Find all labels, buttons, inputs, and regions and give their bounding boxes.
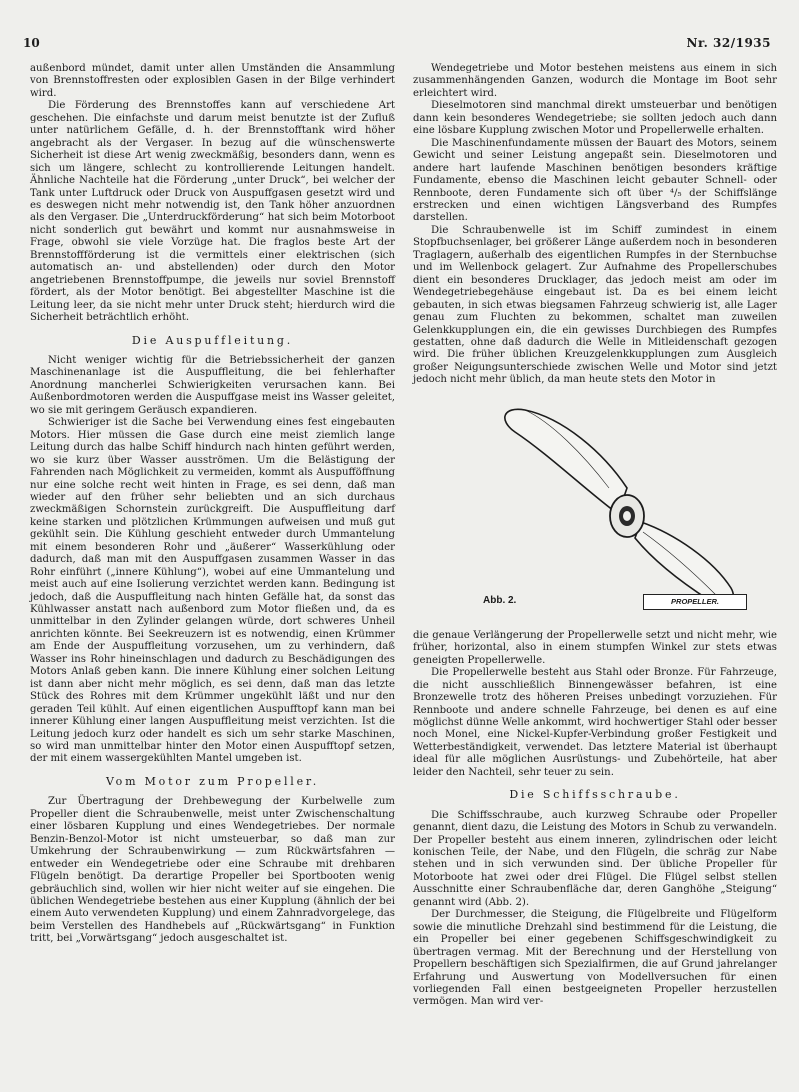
paragraph: Nicht weniger wichtig für die Betriebssicherheit der ganzen Maschinenanlage ist die Auspuffleitung, die bei fehlerhafter Anordnung mancherlei Schwierigkeiten verursachen kann. Bei Außenbordmotoren werden die Auspuffgase meist ins Wasser geleitet, wo sie mit geringem Geräusch expandieren.	[30, 354, 395, 416]
left-column	[30, 63, 395, 946]
paragraph: Die Förderung des Brennstoffes kann auf verschiedene Art geschehen. Die einfachste und darum meist benutzte ist der Zufluß unter natürlichem Gefälle, d. h. der Brennstofftank wird höher angebracht als der Vergaser. In bezug auf die wünschenswerte Sicherheit ist diese Art wenig zweckmäßig, besonders dann, wenn es sich um längere, schlecht zu kontrollierende Leitungen handelt. Ähnliche Nachteile hat die Förderung „unter Druck“, bei welcher der Tank unter Luftdruck oder Druck von Auspuffgasen gesetzt wird und es deswegen nicht mehr notwendig ist, den Tank höher anzuordnen als den Vergaser. Die „Unterdruckförderung“ hat sich beim Motorboot nicht sonderlich gut bewährt und kommt nur ausnahmsweise in Frage, obwohl sie viele Vorzüge hat. Die fraglos beste Art der Brennstoffförderung ist die vermittels einer elektrischen (sich automatisch an- und abstellenden) oder durch den Motor angetriebenen Brennstoffpumpe, die jeweils nur soviel Brennstoff fördert, als der Motor benötigt. Bei abgestellter Maschine ist die Leitung leer, da sie nicht mehr unter Druck steht; hierdurch wird die Sicherheit beträchtlich erhöht.	[30, 100, 395, 324]
issue-number: Nr. 32/1935	[686, 36, 771, 50]
page-number: 10	[23, 36, 40, 50]
paragraph: Die Maschinenfundamente müssen der Bauart des Motors, seinem Gewicht und seiner Leistung angepaßt sein. Dieselmotoren und andere hart laufende Maschinen benötigen besonders kräftige Fundamente, ebenso die Maschinen leicht gebauter Schnell- oder Rennboote, deren Fundamente sich oft über ⁴/₅ der Schiffslänge erstrecken und einen wichtigen Längsverband des Rumpfes darstellen.	[413, 137, 777, 224]
propeller-figure	[413, 392, 777, 622]
figure-caption: Abb. 2.	[483, 595, 517, 607]
paragraph: Der Durchmesser, die Steigung, die Flügelbreite und Flügelform sowie die minutliche Drehzahl sind bestimmend für die Leistung, die ein Propeller bei einer gegebenen Schiffsgeschwindigkeit zu übertragen vermag. Mit der Berechnung und der Herstellung von Propellern beschäftigen sich Spezialfirmen, die auf Grund jahrelanger Erfahrung und Auswertung von Modellversuchen für einen vorliegenden Fall einen bestgeeigneten Propeller herzustellen vermögen. Man wird ver-	[413, 909, 777, 1008]
paragraph: Die Schraubenwelle ist im Schiff zumindest in einem Stopfbuchsenlager, bei größerer Länge außerdem noch in besonderen Traglagern, außerhalb des eigentlichen Rumpfes in der Sternbuchse und im Wellenbock gelagert. Zur Aufnahme des Propellerschubes dient ein besonderes Drucklager, das jedoch meist am oder im Wendegetriebegehäuse eingebaut ist. Da es bei einem leicht gebauten, in sich etwas biegsamen Fahrzeug schwierig ist, alle Lager genau zum Fluchten zu bekommen, schaltet man zuweilen Gelenkkupplungen ein, die ein gewisses Durchbiegen des Rumpfes gestatten, ohne daß dadurch die Welle in Mitleidenschaft gezogen wird. Die früher üblichen Kreuzgelenkkupplungen zum Ausgleich großer Neigungsunterschiede zwischen Welle und Motor sind jetzt jedoch nicht mehr üblich, da man heute stets den Motor in	[413, 224, 777, 386]
paragraph: Die Schiffsschraube, auch kurzweg Schraube oder Propeller genannt, dient dazu, die Leistung des Motors in Schub zu verwandeln. Der Propeller besteht aus einem inneren, zylindrischen oder leicht konischen Teile, der Nabe, und den Flügeln, die schräg zur Nabe stehen und in sich verwunden sind. Der übliche Propeller für Motorboote hat zwei oder drei Flügel. Die Flügel selbst stellen Ausschnitte einer Schraubenfläche dar, deren Ganghöhe „Steigung“ genannt wird (Abb. 2).	[413, 809, 777, 908]
paragraph: außenbord mündet, damit unter allen Umständen die Ansammlung von Brennstoffresten oder explosiblen Gasen in der Bilge verhindert wird.	[30, 63, 395, 99]
paragraph: Schwieriger ist die Sache bei Verwendung eines fest eingebauten Motors. Hier müssen die Gase durch eine meist ziemlich lange Leitung durch das halbe Schiff hindurch nach hinten geführt werden, wo sie kurz über Wasser ausströmen. Um die Belästigung der Fahrenden nach Möglichkeit zu vermeiden, kommt als Auspufföffnung nur eine solche recht weit hinten in Frage, es sei denn, daß man wieder auf den früher sehr beliebten und an sich durchaus zweckmäßigen Schornstein zurückgreift. Die Auspuffleitung darf keine starken und plötzlichen Krümmungen aufweisen und muß gut gekühlt sein. Die Kühlung geschieht entweder durch Ummantelung mit einem besonderen Rohr und „äußerer“ Wasserkühlung oder dadurch, daß man mit den Auspuffgasen zusammen Wasser in das Rohr einführt („innere Kühlung“), wobei auf eine Ummantelung und meist auch auf eine Isolierung verzichtet werden kann. Bedingung ist jedoch, daß die Auspuffleitung nach hinten Gefälle hat, da sonst das Kühlwasser anstatt nach außenbord zum Motor fließen und, da es unmittelbar in den Zylinder gelangen würde, dort schweres Unheil anrichten könnte. Bei Seekreuzern ist es notwendig, einen Krümmer am Ende der Auspuffleitung vorzusehen, um zu verhindern, daß Wasser ins Rohr hineinschlagen und dadurch zu Beschädigungen des Motors Anlaß geben kann. Die innere Kühlung einer solchen Leitung ist dann aber nicht mehr möglich, es sei denn, daß man das letzte Stück des Rohres mit dem Krümmer ungekühlt läßt und nur den geraden Teil kühlt. Auf einen eigentlichen Auspufftopf kann man bei innerer Kühlung einer langen Auspuffleitung meist verzichten. Ist die Leitung jedoch kurz oder handelt es sich um sehr starke Maschinen, so wird man unmittelbar hinter den Motor einen Auspufftopf setzen, der mit einem wassergekühlten Mantel umgeben ist.	[30, 417, 395, 765]
paragraph: Die Propellerwelle besteht aus Stahl oder Bronze. Für Fahrzeuge, die nicht ausschließlich Binnengewässer befahren, ist eine Bronzewelle trotz des höheren Preises unbedingt vorzuziehen. Für Rennboote und andere schnelle Fahrzeuge, bei denen es auf eine möglichst dünne Welle ankommt, wird hochwertiger Stahl oder besser noch Monel, eine Nickel-Kupfer-Verbindung großer Festigkeit und Wetterbeständigkeit, verwendet. Das letztere Material ist überhaupt ideal für alle möglichen Ausrüstungs- und Zubehörteile, hat aber leider den Nachteil, sehr teuer zu sein.	[413, 667, 777, 778]
paragraph: Zur Übertragung der Drehbewegung der Kurbelwelle zum Propeller dient die Schraubenwelle, meist unter Zwischenschaltung einer lösbaren Kupplung und eines Wendegetriebes. Der normale Benzin-Benzol-Motor ist nicht umsteuerbar, so daß man zur Umkehrung der Schraubenwirkung — zum Rückwärtsfahren — entweder ein Wendegetriebe oder eine Schraube mit drehbaren Flügeln benötigt. Da derartige Propeller bei Sportbooten wenig gebräuchlich sind, wollen wir hier nicht weiter auf sie eingehen. Die üblichen Wendegetriebe bestehen aus einer Kupplung (ähnlich der bei einem Auto verwendeten Kupplung) und einem Zahnradvorgelege, das beim Verstellen des Handhebels auf „Rückwärtsgang“ in Funktion tritt, bei „Vorwärtsgang“ jedoch ausgeschaltet ist.	[30, 796, 395, 945]
paragraph: Wendegetriebe und Motor bestehen meistens aus einem in sich zusammenhängenden Ganzen, wodurch die Montage im Boot sehr erleichtert wird.	[413, 63, 777, 99]
right-column	[413, 63, 777, 1009]
section-heading-exhaust: Die Auspuffleitung.	[131, 333, 294, 347]
paragraph: Dieselmotoren sind manchmal direkt umsteuerbar und benötigen dann kein besonderes Wendegetriebe; sie sollten jedoch auch dann eine lösbare Kupplung zwischen Motor und Propellerwelle erhalten.	[413, 100, 777, 137]
section-heading-screw: Die Schiffsschraube.	[509, 788, 681, 802]
section-heading-motor-to-propeller: Vom Motor zum Propeller.	[105, 774, 320, 788]
propeller-illustration	[413, 392, 777, 622]
paragraph: die genaue Verlängerung der Propellerwelle setzt und nicht mehr, wie früher, horizontal, also in einem stumpfen Winkel zur stets etwas geneigten Propellerwelle.	[413, 629, 777, 666]
figure-label: PROPELLER.	[643, 594, 747, 610]
